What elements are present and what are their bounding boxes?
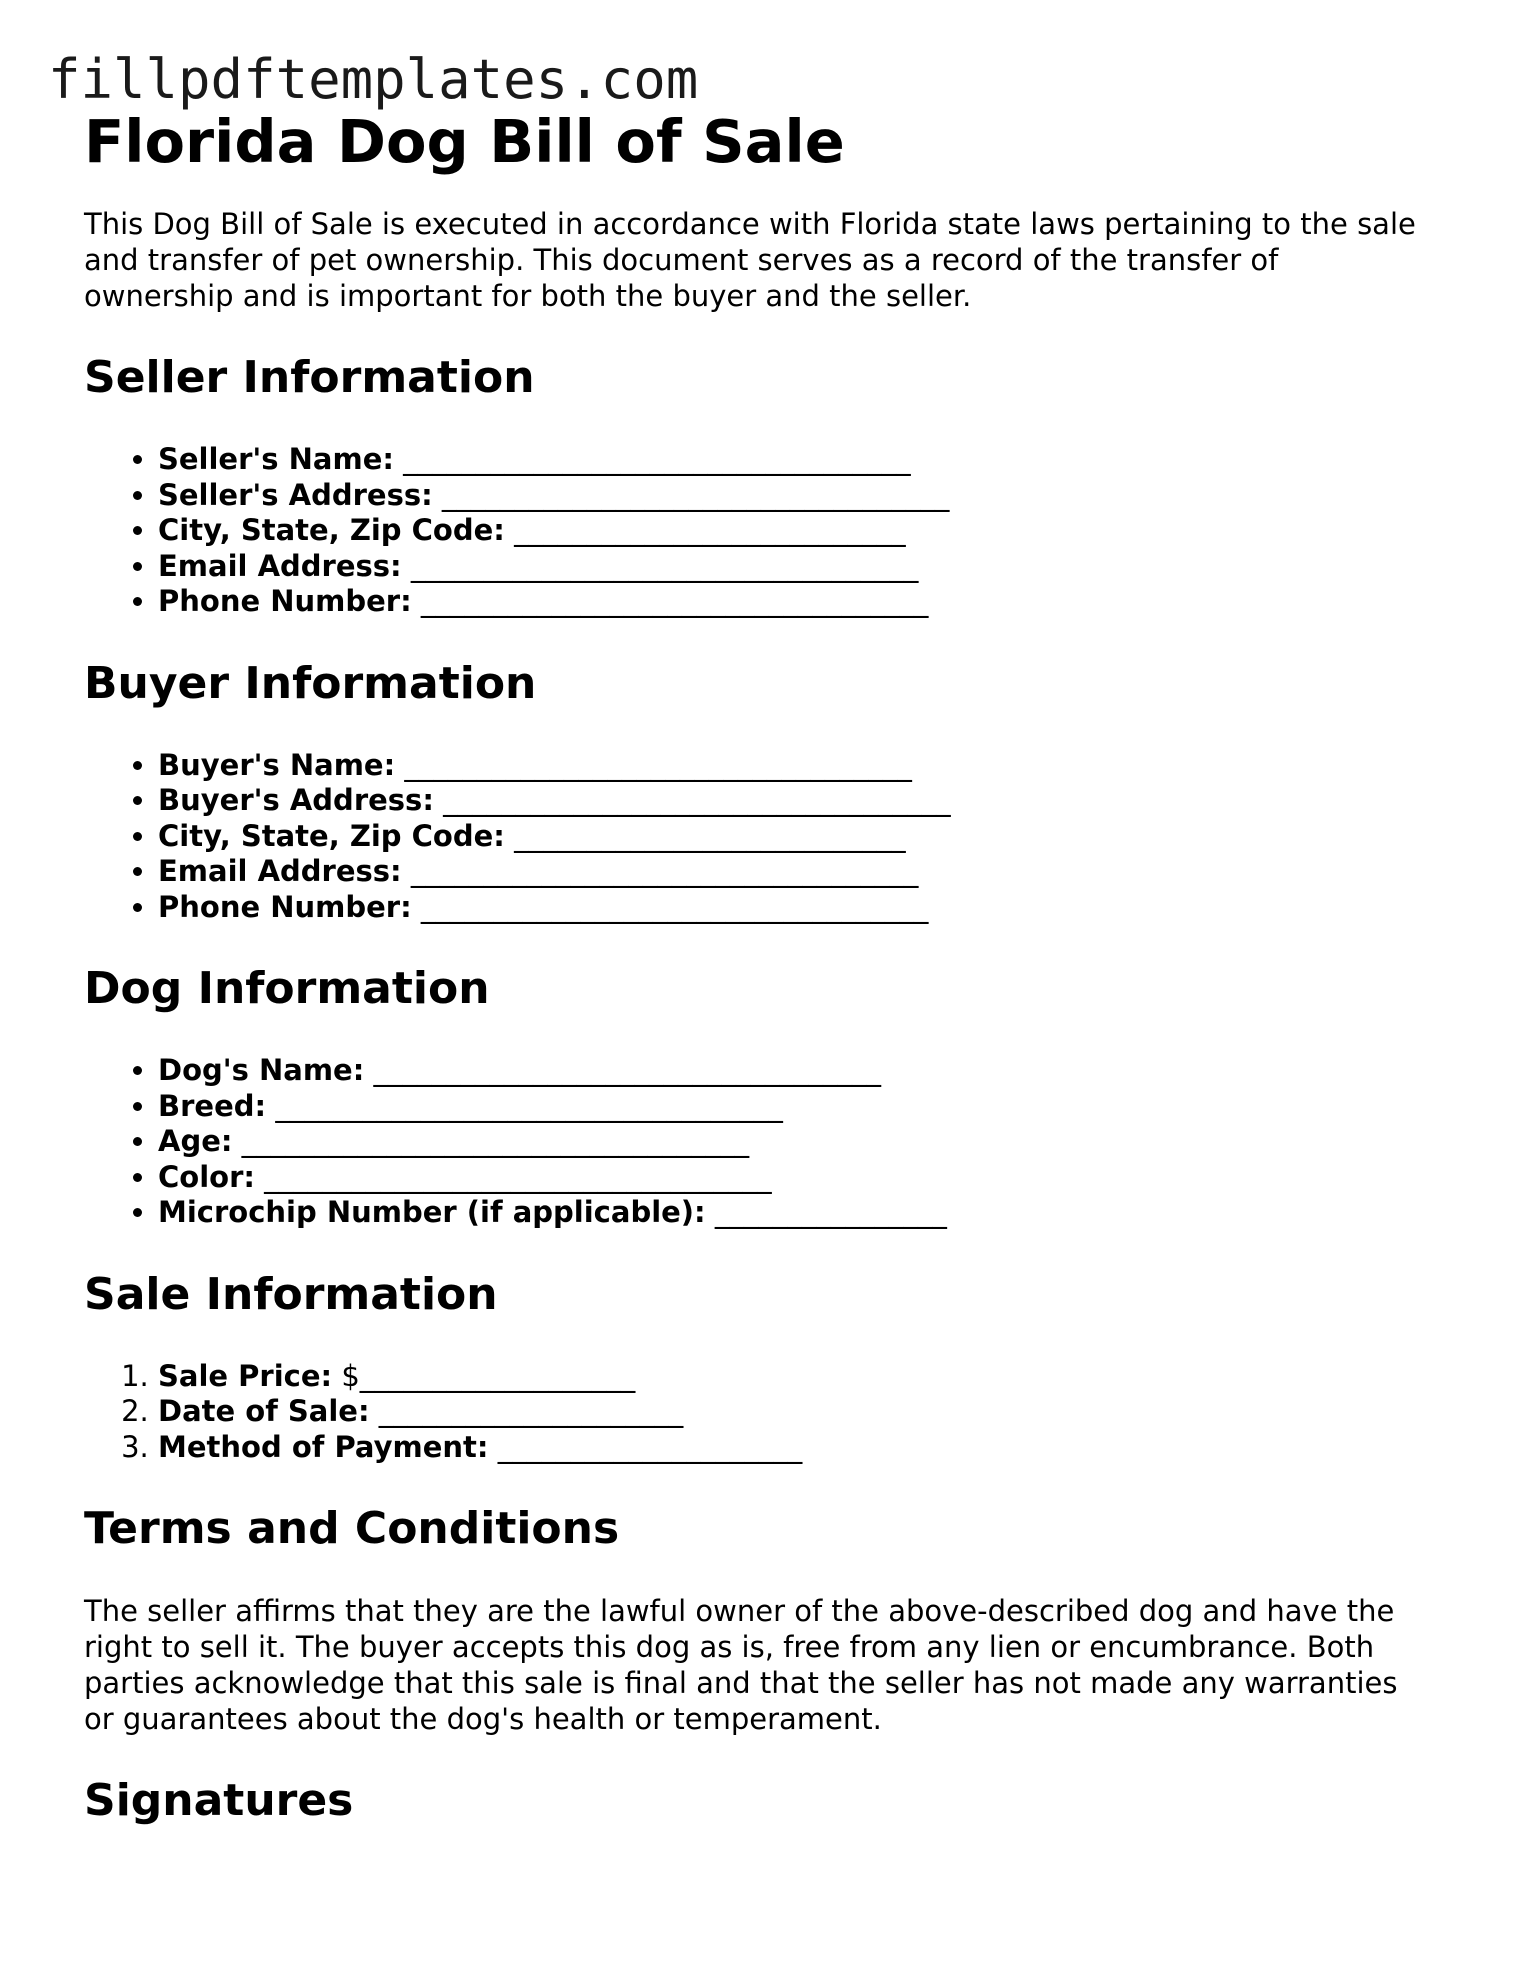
seller-phone-field[interactable]: • Phone Number: ___________________________________ <box>158 584 1444 620</box>
sale-date-field[interactable]: 2. Date of Sale: _____________________ <box>158 1394 1444 1430</box>
intro-paragraph: This Dog Bill of Sale is executed in accordance with Florida state laws pertaining to the sale and transfer of pet ownership. This document serves as a record of the transfer of ownership and is important for both the buyer and the seller. <box>84 207 1416 313</box>
buyer-city-state-zip-field[interactable]: • City, State, Zip Code: ___________________________ <box>158 819 1444 855</box>
seller-address-field[interactable]: • Seller's Address: ___________________________________ <box>158 478 1444 514</box>
dog-microchip-field[interactable]: • Microchip Number (if applicable): ________________ <box>158 1195 1444 1231</box>
site-watermark: fillpdftemplates.com <box>48 48 699 111</box>
seller-name-field[interactable]: • Seller's Name: ___________________________________ <box>158 442 1444 478</box>
seller-city-state-zip-field[interactable]: • City, State, Zip Code: ___________________________ <box>158 513 1444 549</box>
sale-price-field[interactable]: 1. Sale Price: $___________________ <box>158 1359 1444 1395</box>
signatures-heading: Signatures <box>84 1775 354 1826</box>
sale-fields-list <box>84 1359 1444 1466</box>
payment-method-field[interactable]: 3. Method of Payment: _____________________ <box>158 1430 1444 1466</box>
buyer-fields-list <box>84 748 1444 926</box>
buyer-heading: Buyer Information <box>84 657 537 709</box>
terms-paragraph: The seller affirms that they are the lawful owner of the above-described dog and have the right to sell it. The buyer accepts this dog as is, free from any lien or encumbrance. Both parties acknowledge that this sale is final and that the seller has not made any warranties or guarantees about the dog's health or temperament. <box>84 1594 1398 1736</box>
dog-breed-field[interactable]: • Breed: ___________________________________ <box>158 1089 1444 1125</box>
seller-fields-list <box>84 442 1444 620</box>
seller-heading: Seller Information <box>84 352 535 403</box>
sale-heading: Sale Information <box>84 1268 498 1320</box>
dog-age-field[interactable]: • Age: ___________________________________ <box>158 1124 1444 1160</box>
document-page <box>84 104 1444 1865</box>
buyer-address-field[interactable]: • Buyer's Address: ___________________________________ <box>158 783 1444 819</box>
buyer-phone-field[interactable]: • Phone Number: ___________________________________ <box>158 890 1444 926</box>
dog-color-field[interactable]: • Color: ___________________________________ <box>158 1160 1444 1196</box>
document-title: Florida Dog Bill of Sale <box>84 107 845 176</box>
dog-fields-list <box>84 1053 1444 1231</box>
seller-email-field[interactable]: • Email Address: ___________________________________ <box>158 549 1444 585</box>
dog-name-field[interactable]: • Dog's Name: ___________________________________ <box>158 1053 1444 1089</box>
buyer-name-field[interactable]: • Buyer's Name: ___________________________________ <box>158 748 1444 784</box>
buyer-email-field[interactable]: • Email Address: ___________________________________ <box>158 854 1444 890</box>
terms-heading: Terms and Conditions <box>84 1503 620 1554</box>
dog-heading: Dog Information <box>84 963 490 1014</box>
